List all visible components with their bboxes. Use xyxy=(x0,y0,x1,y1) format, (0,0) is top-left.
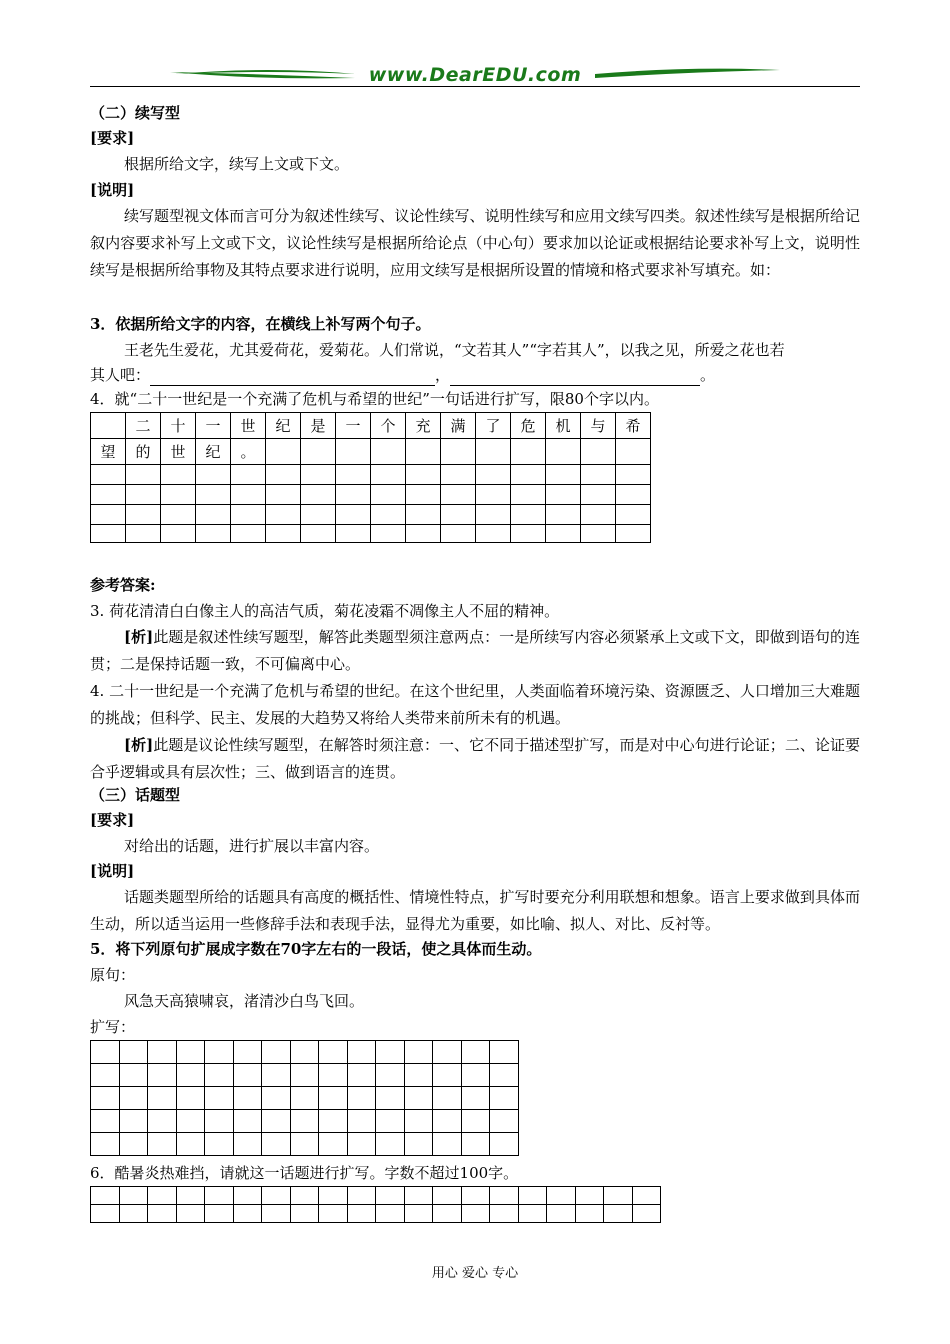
q4-grid-cell[interactable] xyxy=(301,525,336,543)
q4-grid-cell[interactable] xyxy=(161,505,196,525)
q4-grid-cell[interactable] xyxy=(406,465,441,485)
answer-3-analysis-text: 此题是叙述性续写题型，解答此类题型须注意两点：一是所续写内容必须紧承上文或下文，即做到语句的连贯；二是保持话题一致，不可偏离中心。 xyxy=(90,628,860,673)
q5-grid-cell[interactable] xyxy=(91,1133,120,1156)
q5-grid-cell[interactable] xyxy=(290,1110,319,1133)
q6-grid-cell[interactable] xyxy=(632,1205,661,1223)
q5-grid-cell[interactable] xyxy=(319,1110,348,1133)
q4-grid-cell[interactable]: 的 xyxy=(126,439,161,465)
q4-grid-cell[interactable] xyxy=(546,525,581,543)
q5-grid-cell[interactable] xyxy=(119,1133,148,1156)
q5-grid-cell[interactable] xyxy=(205,1087,234,1110)
q5-grid-cell[interactable] xyxy=(91,1110,120,1133)
q5-grid-cell[interactable] xyxy=(176,1110,205,1133)
q6-grid-cell[interactable] xyxy=(262,1187,291,1205)
q5-grid-cell[interactable] xyxy=(176,1133,205,1156)
q5-grid-cell[interactable] xyxy=(319,1087,348,1110)
q4-grid-cell[interactable] xyxy=(126,485,161,505)
site-name[interactable]: www.DearEDU.com xyxy=(368,64,582,86)
q5-grid-cell[interactable] xyxy=(205,1110,234,1133)
q4-grid-cell[interactable]: 十 xyxy=(161,413,196,439)
q5-grid-row xyxy=(91,1087,519,1110)
q5-grid-cell[interactable] xyxy=(262,1087,291,1110)
q6-grid-cell[interactable] xyxy=(404,1187,433,1205)
q5-grid-cell[interactable] xyxy=(205,1064,234,1087)
q5-grid-row xyxy=(91,1133,519,1156)
q4-grid-cell[interactable] xyxy=(581,465,616,485)
q3-title: 3．依据所给文字的内容，在横线上补写两个句子。 xyxy=(90,315,431,333)
q4-grid-cell[interactable] xyxy=(406,505,441,525)
q4-grid-cell[interactable] xyxy=(336,505,371,525)
q4-grid-cell[interactable]: 与 xyxy=(581,413,616,439)
q5-grid-cell[interactable] xyxy=(404,1110,433,1133)
q5-grid-cell[interactable] xyxy=(376,1041,405,1064)
q4-grid-cell[interactable] xyxy=(231,465,266,485)
page-footer: 用心 爱心 专心 xyxy=(431,1266,519,1281)
q5-grid-cell[interactable] xyxy=(205,1133,234,1156)
q4-grid-cell[interactable] xyxy=(511,465,546,485)
q4-grid-cell[interactable] xyxy=(441,439,476,465)
q4-grid-cell[interactable] xyxy=(371,505,406,525)
q4-grid-row xyxy=(91,485,651,505)
q4-grid-cell[interactable] xyxy=(511,439,546,465)
q6-grid-cell[interactable] xyxy=(547,1205,576,1223)
q4-grid-cell[interactable]: 纪 xyxy=(266,413,301,439)
q5-grid-cell[interactable] xyxy=(262,1041,291,1064)
q3-comma: ， xyxy=(435,366,451,384)
q4-grid-cell[interactable] xyxy=(336,485,371,505)
q4-grid-cell[interactable]: 个 xyxy=(371,413,406,439)
q4-grid-cell[interactable] xyxy=(511,485,546,505)
q4-grid-cell[interactable] xyxy=(616,439,651,465)
q4-grid-cell[interactable] xyxy=(91,485,126,505)
q5-grid-cell[interactable] xyxy=(490,1087,519,1110)
q5-writing-grid[interactable] xyxy=(90,1040,519,1156)
q5-grid-cell[interactable] xyxy=(461,1087,490,1110)
section-2-title: （二）续写型 xyxy=(90,104,181,122)
q6-grid-cell[interactable] xyxy=(91,1205,120,1223)
q4-grid-cell[interactable] xyxy=(441,465,476,485)
q5-grid-row xyxy=(91,1064,519,1087)
q5-grid-cell[interactable] xyxy=(376,1133,405,1156)
q4-grid-cell[interactable] xyxy=(231,485,266,505)
answer-4-analysis-label: [析] xyxy=(124,736,154,754)
q5-grid-cell[interactable] xyxy=(376,1064,405,1087)
q5-grid-cell[interactable] xyxy=(347,1064,376,1087)
q5-grid-cell[interactable] xyxy=(233,1064,262,1087)
q6-grid-cell[interactable] xyxy=(404,1205,433,1223)
section-2-req-text: 根据所给文字，续写上文或下文。 xyxy=(124,155,350,173)
section-3-req-text: 对给出的话题，进行扩展以丰富内容。 xyxy=(124,837,380,855)
q6-grid-cell[interactable] xyxy=(490,1187,519,1205)
q4-grid-cell[interactable] xyxy=(511,525,546,543)
q4-grid-cell[interactable] xyxy=(616,505,651,525)
q4-grid-cell[interactable] xyxy=(301,485,336,505)
q4-grid-cell[interactable] xyxy=(581,485,616,505)
q5-grid-cell[interactable] xyxy=(290,1041,319,1064)
q6-grid-row xyxy=(91,1205,661,1223)
q6-grid-cell[interactable] xyxy=(262,1205,291,1223)
q6-grid-cell[interactable] xyxy=(91,1187,120,1205)
q5-grid-cell[interactable] xyxy=(119,1087,148,1110)
answer-4: 4. 二十一世纪是一个充满了危机与希望的世纪。在这个世纪里，人类面临着环境污染、资源匮乏、人口增加三大难题的挑战；但科学、民主、发展的大趋势又将给人类带来前所未有的机遇。 xyxy=(90,682,860,727)
q4-grid-cell[interactable] xyxy=(336,439,371,465)
q4-grid-cell[interactable] xyxy=(476,485,511,505)
q6-grid-cell[interactable] xyxy=(433,1187,462,1205)
q6-grid-cell[interactable] xyxy=(518,1205,547,1223)
q5-grid-cell[interactable] xyxy=(262,1064,291,1087)
q4-grid-cell[interactable] xyxy=(476,465,511,485)
q4-grid-cell[interactable] xyxy=(91,525,126,543)
q6-grid-cell[interactable] xyxy=(433,1205,462,1223)
q4-grid-row xyxy=(91,505,651,525)
q5-grid-cell[interactable] xyxy=(148,1110,177,1133)
q4-grid-cell[interactable] xyxy=(581,525,616,543)
q4-grid-cell[interactable] xyxy=(91,505,126,525)
section-2-note xyxy=(90,203,860,284)
q6-grid-cell[interactable] xyxy=(490,1205,519,1223)
q5-grid-cell[interactable] xyxy=(290,1133,319,1156)
q5-grid-cell[interactable] xyxy=(262,1133,291,1156)
section-2-note-label: [说明] xyxy=(90,181,135,199)
section-3-req-label: [要求] xyxy=(90,811,135,829)
q6-grid-cell[interactable] xyxy=(319,1187,348,1205)
q5-grid-cell[interactable] xyxy=(290,1064,319,1087)
q4-grid-cell[interactable] xyxy=(406,439,441,465)
q4-grid-cell[interactable]: 希 xyxy=(616,413,651,439)
q4-grid-cell[interactable] xyxy=(266,465,301,485)
q5-grid-cell[interactable] xyxy=(119,1041,148,1064)
q4-grid-cell[interactable]: 世 xyxy=(161,439,196,465)
q5-grid-cell[interactable] xyxy=(91,1041,120,1064)
q6-grid-cell[interactable] xyxy=(518,1187,547,1205)
q4-grid-cell[interactable] xyxy=(161,525,196,543)
q5-grid-row xyxy=(91,1110,519,1133)
q4-grid-cell[interactable]: 世 xyxy=(231,413,266,439)
q5-grid-cell[interactable] xyxy=(433,1133,462,1156)
q5-grid-cell[interactable] xyxy=(176,1064,205,1087)
q4-grid-cell[interactable] xyxy=(126,465,161,485)
q4-grid-cell[interactable] xyxy=(161,465,196,485)
q3-blank-2[interactable] xyxy=(450,367,700,386)
q4-grid-cell[interactable] xyxy=(301,465,336,485)
q5-grid-cell[interactable] xyxy=(376,1110,405,1133)
q5-grid-cell[interactable] xyxy=(347,1110,376,1133)
q3-line2 xyxy=(90,364,860,386)
q5-grid-cell[interactable] xyxy=(490,1110,519,1133)
q4-writing-grid[interactable] xyxy=(90,412,651,543)
q3-line2-start: 其人吧： xyxy=(90,366,151,384)
q4-grid-row xyxy=(91,413,651,439)
q5-grid-cell[interactable] xyxy=(433,1110,462,1133)
q4-grid-cell[interactable] xyxy=(336,465,371,485)
q5-grid-cell[interactable] xyxy=(91,1087,120,1110)
q6-grid-cell[interactable] xyxy=(604,1187,633,1205)
answer-3-analysis-label: [析] xyxy=(124,628,154,646)
q3-blank-1[interactable] xyxy=(150,367,435,386)
q4-grid-cell[interactable] xyxy=(196,465,231,485)
q6-grid-cell[interactable] xyxy=(461,1187,490,1205)
q4-grid-cell[interactable] xyxy=(301,439,336,465)
q4-grid-cell[interactable] xyxy=(581,505,616,525)
q6-grid-cell[interactable] xyxy=(376,1205,405,1223)
q5-grid-cell[interactable] xyxy=(404,1087,433,1110)
answer-3: 3. 荷花清清白白像主人的高洁气质，菊花凌霜不凋像主人不屈的精神。 xyxy=(90,602,560,620)
q4-grid-cell[interactable] xyxy=(406,525,441,543)
q5-grid-cell[interactable] xyxy=(461,1041,490,1064)
q5-grid-cell[interactable] xyxy=(433,1064,462,1087)
q6-writing-grid[interactable] xyxy=(90,1186,661,1223)
q4-grid-cell[interactable] xyxy=(266,505,301,525)
section-2-req-label: [要求] xyxy=(90,129,135,147)
q4-title: 4．就“二十一世纪是一个充满了危机与希望的世纪”一句话进行扩写，限80个字以内。 xyxy=(90,390,659,408)
q6-grid-cell[interactable] xyxy=(290,1205,319,1223)
q5-grid-cell[interactable] xyxy=(347,1087,376,1110)
q5-grid-cell[interactable] xyxy=(233,1041,262,1064)
q5-grid-cell[interactable] xyxy=(233,1133,262,1156)
q6-grid-cell[interactable] xyxy=(176,1205,205,1223)
section-3-title: （三）话题型 xyxy=(90,786,181,804)
q4-grid-cell[interactable] xyxy=(476,505,511,525)
q6-title: 6．酷暑炎热难挡，请就这一话题进行扩写。字数不超过100字。 xyxy=(90,1164,519,1182)
q3-period: 。 xyxy=(700,366,716,384)
q5-title: 5．将下列原句扩展成字数在70字左右的一段话，使之具体而生动。 xyxy=(90,940,542,958)
q4-grid-cell[interactable] xyxy=(616,485,651,505)
section-3-note xyxy=(90,884,860,938)
q4-grid-cell[interactable] xyxy=(371,465,406,485)
answers-title: 参考答案: xyxy=(90,576,156,594)
q4-grid-cell[interactable] xyxy=(266,525,301,543)
q4-grid-cell[interactable] xyxy=(441,505,476,525)
q6-grid-cell[interactable] xyxy=(233,1187,262,1205)
q4-grid-cell[interactable]: 满 xyxy=(441,413,476,439)
q4-grid-cell[interactable] xyxy=(546,485,581,505)
site-header xyxy=(90,62,860,92)
q5-grid-cell[interactable] xyxy=(461,1110,490,1133)
q4-grid-cell[interactable] xyxy=(476,439,511,465)
section-3-note-label: [说明] xyxy=(90,862,135,880)
q4-grid-cell[interactable] xyxy=(616,465,651,485)
q4-grid-cell[interactable]: 一 xyxy=(196,413,231,439)
q4-grid-cell[interactable] xyxy=(546,505,581,525)
q5-grid-cell[interactable] xyxy=(262,1110,291,1133)
q4-grid-cell[interactable] xyxy=(406,485,441,505)
q6-grid-cell[interactable] xyxy=(632,1187,661,1205)
q6-grid-cell[interactable] xyxy=(319,1205,348,1223)
q5-grid-cell[interactable] xyxy=(148,1133,177,1156)
q4-grid-cell[interactable] xyxy=(231,525,266,543)
q6-grid-cell[interactable] xyxy=(205,1187,234,1205)
q5-grid-cell[interactable] xyxy=(461,1064,490,1087)
q4-grid-row xyxy=(91,525,651,543)
q4-grid-cell[interactable] xyxy=(441,485,476,505)
q5-grid-cell[interactable] xyxy=(290,1087,319,1110)
q4-grid-cell[interactable]: 二 xyxy=(126,413,161,439)
q4-grid-cell[interactable]: 充 xyxy=(406,413,441,439)
q6-grid-cell[interactable] xyxy=(176,1187,205,1205)
q5-grid-cell[interactable] xyxy=(119,1110,148,1133)
q5-grid-cell[interactable] xyxy=(433,1087,462,1110)
section-2-note-text: 续写题型视文体而言可分为叙述性续写、议论性续写、说明性续写和应用文续写四类。叙述性续写是根据所给记叙内容要求补写上文或下文，议论性续写是根据所给论点（中心句）要求加以论证或根据结论要求补写上文，说明性续写是根据所给事物及其特点要求进行说明，应用文续写是根据所设置的情境和格式要求补写填充。如： xyxy=(90,207,860,279)
q4-grid-cell[interactable] xyxy=(581,439,616,465)
q5-grid-cell[interactable] xyxy=(319,1064,348,1087)
q6-grid-row xyxy=(91,1187,661,1205)
q6-grid-cell[interactable] xyxy=(205,1205,234,1223)
q5-grid-cell[interactable] xyxy=(148,1041,177,1064)
q4-grid-row xyxy=(91,465,651,485)
q5-grid-cell[interactable] xyxy=(233,1087,262,1110)
q3-line1: 王老先生爱花，尤其爱荷花，爱菊花。人们常说，“文若其人”“字若其人”，以我之见，所爱之花也若 xyxy=(124,341,785,359)
q5-grid-cell[interactable] xyxy=(319,1133,348,1156)
q4-grid-cell[interactable] xyxy=(336,525,371,543)
q4-grid-cell[interactable] xyxy=(196,505,231,525)
q5-grid-cell[interactable] xyxy=(433,1041,462,1064)
q6-grid-cell[interactable] xyxy=(148,1187,177,1205)
q4-grid-cell[interactable] xyxy=(511,505,546,525)
q6-grid-cell[interactable] xyxy=(347,1187,376,1205)
q5-grid-cell[interactable] xyxy=(347,1041,376,1064)
q5-grid-cell[interactable] xyxy=(490,1064,519,1087)
q4-grid-cell[interactable] xyxy=(126,525,161,543)
q5-grid-cell[interactable] xyxy=(319,1041,348,1064)
q4-grid-cell[interactable]: 一 xyxy=(336,413,371,439)
q6-grid-cell[interactable] xyxy=(461,1205,490,1223)
q4-grid-row xyxy=(91,439,651,465)
q4-grid-cell[interactable]: 机 xyxy=(546,413,581,439)
q6-grid-cell[interactable] xyxy=(376,1187,405,1205)
q4-grid-cell[interactable] xyxy=(231,505,266,525)
answer-3-analysis xyxy=(90,624,860,678)
q4-grid-cell[interactable] xyxy=(546,439,581,465)
header-rule xyxy=(90,86,860,87)
q4-grid-cell[interactable] xyxy=(266,485,301,505)
q6-grid-cell[interactable] xyxy=(347,1205,376,1223)
q5-exp-label: 扩写： xyxy=(90,1018,136,1036)
q5-orig-label: 原句： xyxy=(90,966,136,984)
q4-grid-cell[interactable] xyxy=(91,413,126,439)
q5-grid-cell[interactable] xyxy=(376,1087,405,1110)
q4-grid-cell[interactable] xyxy=(546,465,581,485)
q5-grid-cell[interactable] xyxy=(176,1041,205,1064)
q5-grid-cell[interactable] xyxy=(205,1041,234,1064)
q5-grid-cell[interactable] xyxy=(490,1041,519,1064)
q4-grid-cell[interactable]: 了 xyxy=(476,413,511,439)
q4-grid-cell[interactable] xyxy=(301,505,336,525)
q6-grid-cell[interactable] xyxy=(233,1205,262,1223)
q6-grid-cell[interactable] xyxy=(119,1187,148,1205)
q6-grid-cell[interactable] xyxy=(290,1187,319,1205)
q5-grid-cell[interactable] xyxy=(490,1133,519,1156)
q4-grid-cell[interactable] xyxy=(371,485,406,505)
q5-grid-cell[interactable] xyxy=(347,1133,376,1156)
q5-grid-cell[interactable] xyxy=(148,1064,177,1087)
section-3-note-text: 话题类题型所给的话题具有高度的概括性、情境性特点，扩写时要充分利用联想和想象。语言上要求做到具体而生动，所以适当运用一些修辞手法和表现手法，显得尤为重要，如比喻、拟人、对比、反衬等。 xyxy=(90,888,860,933)
q4-grid-cell[interactable]: 危 xyxy=(511,413,546,439)
q5-grid-cell[interactable] xyxy=(119,1064,148,1087)
q5-grid-row xyxy=(91,1041,519,1064)
q4-grid-cell[interactable] xyxy=(441,525,476,543)
q4-grid-cell[interactable] xyxy=(616,525,651,543)
q4-grid-cell[interactable]: 是 xyxy=(301,413,336,439)
q6-grid-cell[interactable] xyxy=(547,1187,576,1205)
q5-grid-cell[interactable] xyxy=(461,1133,490,1156)
q6-grid-cell[interactable] xyxy=(575,1187,604,1205)
q5-grid-cell[interactable] xyxy=(148,1087,177,1110)
q4-grid-cell[interactable] xyxy=(126,505,161,525)
q5-grid-cell[interactable] xyxy=(404,1133,433,1156)
q6-grid-cell[interactable] xyxy=(148,1205,177,1223)
q5-grid-cell[interactable] xyxy=(233,1110,262,1133)
q4-grid-cell[interactable]: 望 xyxy=(91,439,126,465)
q4-grid-cell[interactable] xyxy=(196,525,231,543)
q6-grid-cell[interactable] xyxy=(119,1205,148,1223)
q4-grid-cell[interactable] xyxy=(371,439,406,465)
q4-grid-cell[interactable] xyxy=(371,525,406,543)
answer-4-analysis xyxy=(90,732,860,786)
q4-grid-cell[interactable] xyxy=(266,439,301,465)
q5-grid-cell[interactable] xyxy=(404,1041,433,1064)
answer-4-analysis-text: 此题是议论性续写题型，在解答时须注意：一、它不同于描述型扩写，而是对中心句进行论证；二、论证要合乎逻辑或具有层次性；三、做到语言的连贯。 xyxy=(90,736,860,781)
q4-grid-cell[interactable]: 。 xyxy=(231,439,266,465)
q4-grid-cell[interactable] xyxy=(196,485,231,505)
q4-grid-cell[interactable] xyxy=(476,525,511,543)
q5-grid-cell[interactable] xyxy=(404,1064,433,1087)
q5-orig-text: 风急天高猿啸哀，渚清沙白鸟飞回。 xyxy=(124,992,365,1010)
q6-grid-cell[interactable] xyxy=(575,1205,604,1223)
q4-grid-cell[interactable] xyxy=(161,485,196,505)
q5-grid-cell[interactable] xyxy=(176,1087,205,1110)
q4-grid-cell[interactable]: 纪 xyxy=(196,439,231,465)
q5-grid-cell[interactable] xyxy=(91,1064,120,1087)
q6-grid-cell[interactable] xyxy=(604,1205,633,1223)
q4-grid-cell[interactable] xyxy=(91,465,126,485)
